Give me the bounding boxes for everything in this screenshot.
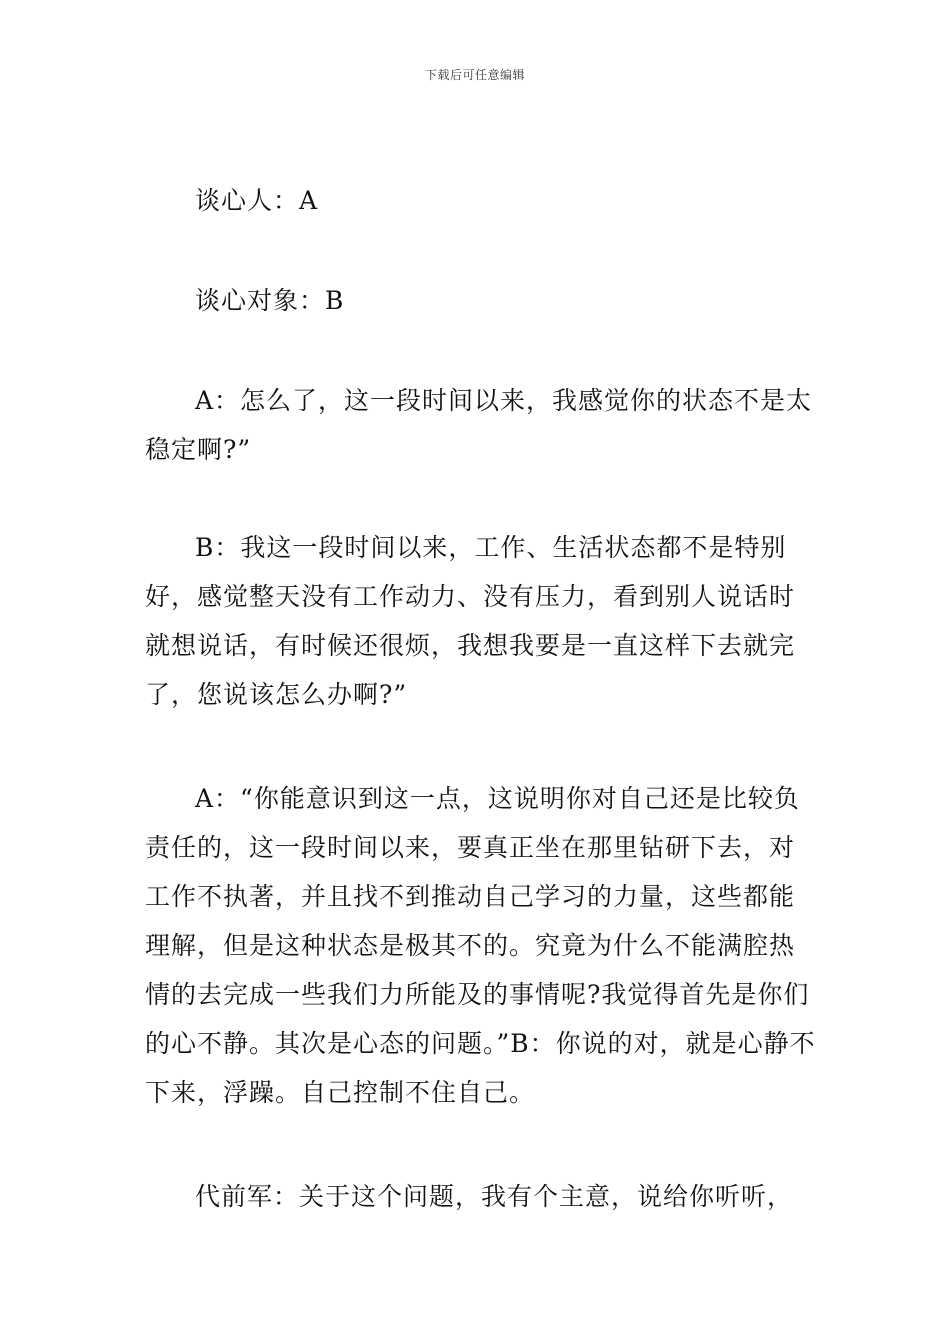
page-header: 下载后可任意编辑 <box>424 68 525 82</box>
paragraph-speaker: 谈心人：A <box>195 186 319 215</box>
paragraph-dai-qianjun: 代前军：关于这个问题，我有个主意，说给你听听， <box>195 1182 794 1211</box>
paragraph-b-answer: B：我这一段时间以来，工作、生活状态都不是特别好，感觉整天没有工作动力、没有压力，看到别人说话时就想说话，有时候还很烦，我想我要是一直这样下去就完了，您说该怎么办啊?” <box>145 533 796 709</box>
paragraph-listener: 谈心对象：B <box>195 286 345 315</box>
paragraph-a-response: A：“你能意识到这一点，这说明你对自己还是比较负责任的，这一段时间以来，要真正坐在那里钻研下去，对工作不执著，并且找不到推动自己学习的力量，这些都能理解，但是这种状态是极其不的。究竟为什么不能满腔热情的去完成一些我们力所能及的事情呢?我觉得首先是你们的心不静。其次是心态的问题。”B：你说的对，就是心静不下来，浮躁。自己控制不住自己。 <box>145 784 816 1107</box>
paragraph-a-question: A：怎么了，这一段时间以来，我感觉你的状态不是太稳定啊?” <box>145 386 813 464</box>
